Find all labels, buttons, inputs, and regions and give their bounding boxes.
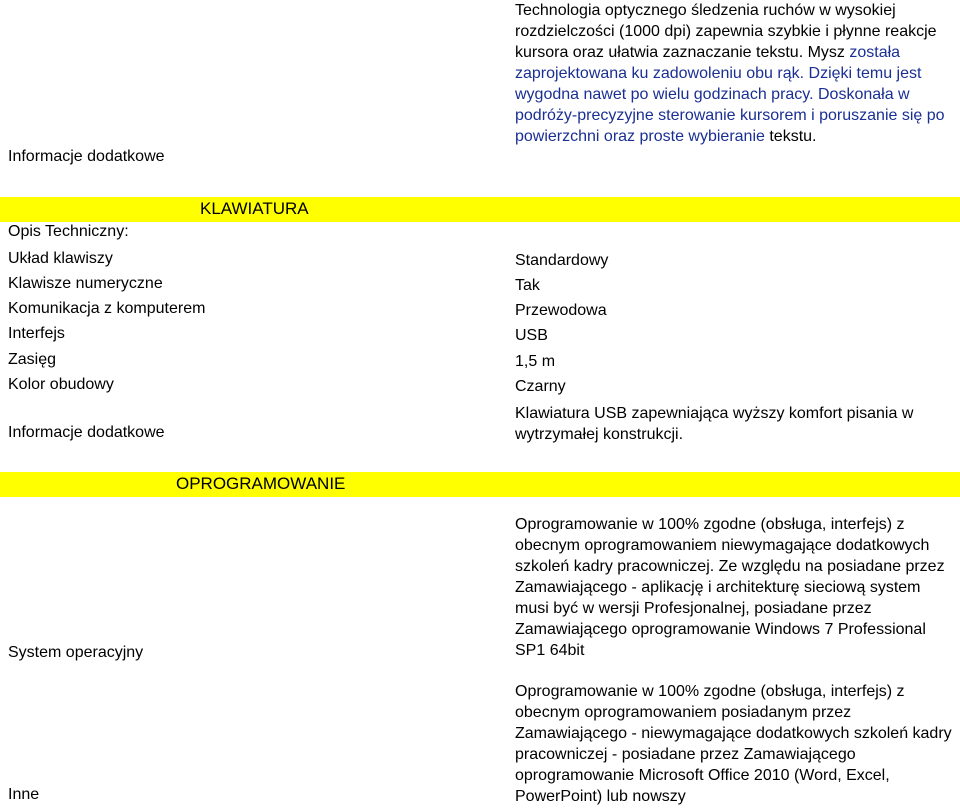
keyboard-row-value: Czarny bbox=[515, 378, 566, 395]
top-info-desc-black: Technologia optycznego śledzenia ruchów w wysokiej rozdzielczości (1000 dpi) zapewnia szybkie i płynne reakcje kursora oraz ułatwia zaznaczanie tekstu. Mysz bbox=[515, 2, 937, 61]
keyboard-row-value: Przewodowa bbox=[515, 302, 607, 319]
software-row-label: System operacyjny bbox=[8, 644, 144, 661]
keyboard-row-value: USB bbox=[515, 327, 548, 344]
keyboard-header-bar bbox=[0, 197, 960, 222]
keyboard-row-label: Interfejs bbox=[8, 325, 65, 342]
keyboard-row-label: Kolor obudowy bbox=[8, 376, 114, 393]
keyboard-extra-value: Klawiatura USB zapewniająca wyższy komfort pisania w wytrzymałej konstrukcji. bbox=[515, 405, 914, 443]
keyboard-row-value: Standardowy bbox=[515, 252, 609, 269]
top-info-desc-end: tekstu. bbox=[769, 128, 817, 145]
keyboard-row-label: Klawisze numeryczne bbox=[8, 275, 163, 292]
keyboard-subtitle: Opis Techniczny: bbox=[8, 223, 129, 240]
software-header-bar bbox=[0, 472, 960, 497]
software-row-label: Inne bbox=[8, 786, 40, 803]
top-info-label: Informacje dodatkowe bbox=[8, 148, 165, 165]
keyboard-row-value: Tak bbox=[515, 277, 540, 294]
software-row-value: Oprogramowanie w 100% zgodne (obsługa, interfejs) z obecnym oprogramowaniem posiadanym przez Zamawiającego - niewymagające dodatkowych szkoleń kadry pracowniczej - posiadane przez Zamawiającego oprogramowanie Microsoft Office 2010 (Word, Excel, PowerPoint) lub nowszy bbox=[515, 683, 952, 805]
keyboard-row-label: Komunikacja z komputerem bbox=[8, 300, 206, 317]
top-info-desc-blue: została zaprojektowana ku zadowoleniu obu rąk. Dzięki temu jest wygodna nawet po wielu godzinach pracy. Doskonała w podróży-precyzyjne sterowanie kursorem i poruszanie się po powierzchni oraz proste wybieranie bbox=[515, 44, 945, 145]
keyboard-row-label: Zasięg bbox=[8, 351, 57, 368]
keyboard-heading: KLAWIATURA bbox=[200, 199, 309, 218]
keyboard-row-value: 1,5 m bbox=[515, 353, 556, 370]
top-info-description bbox=[515, 0, 955, 147]
software-heading: OPROGRAMOWANIE bbox=[176, 474, 346, 493]
keyboard-row-label: Układ klawiszy bbox=[8, 250, 113, 267]
keyboard-extra-label: Informacje dodatkowe bbox=[8, 424, 165, 441]
software-row-value: Oprogramowanie w 100% zgodne (obsługa, interfejs) z obecnym oprogramowaniem niewymagające dodatkowych szkoleń kadry pracowniczej. Ze względu na posiadane przez Zamawiającego - aplikację i architekturę sieciową system musi być w wersji Profesjonalnej, posiadane przez Zamawiającego oprogramowanie Windows 7 Professional SP1 64bit bbox=[515, 516, 945, 659]
